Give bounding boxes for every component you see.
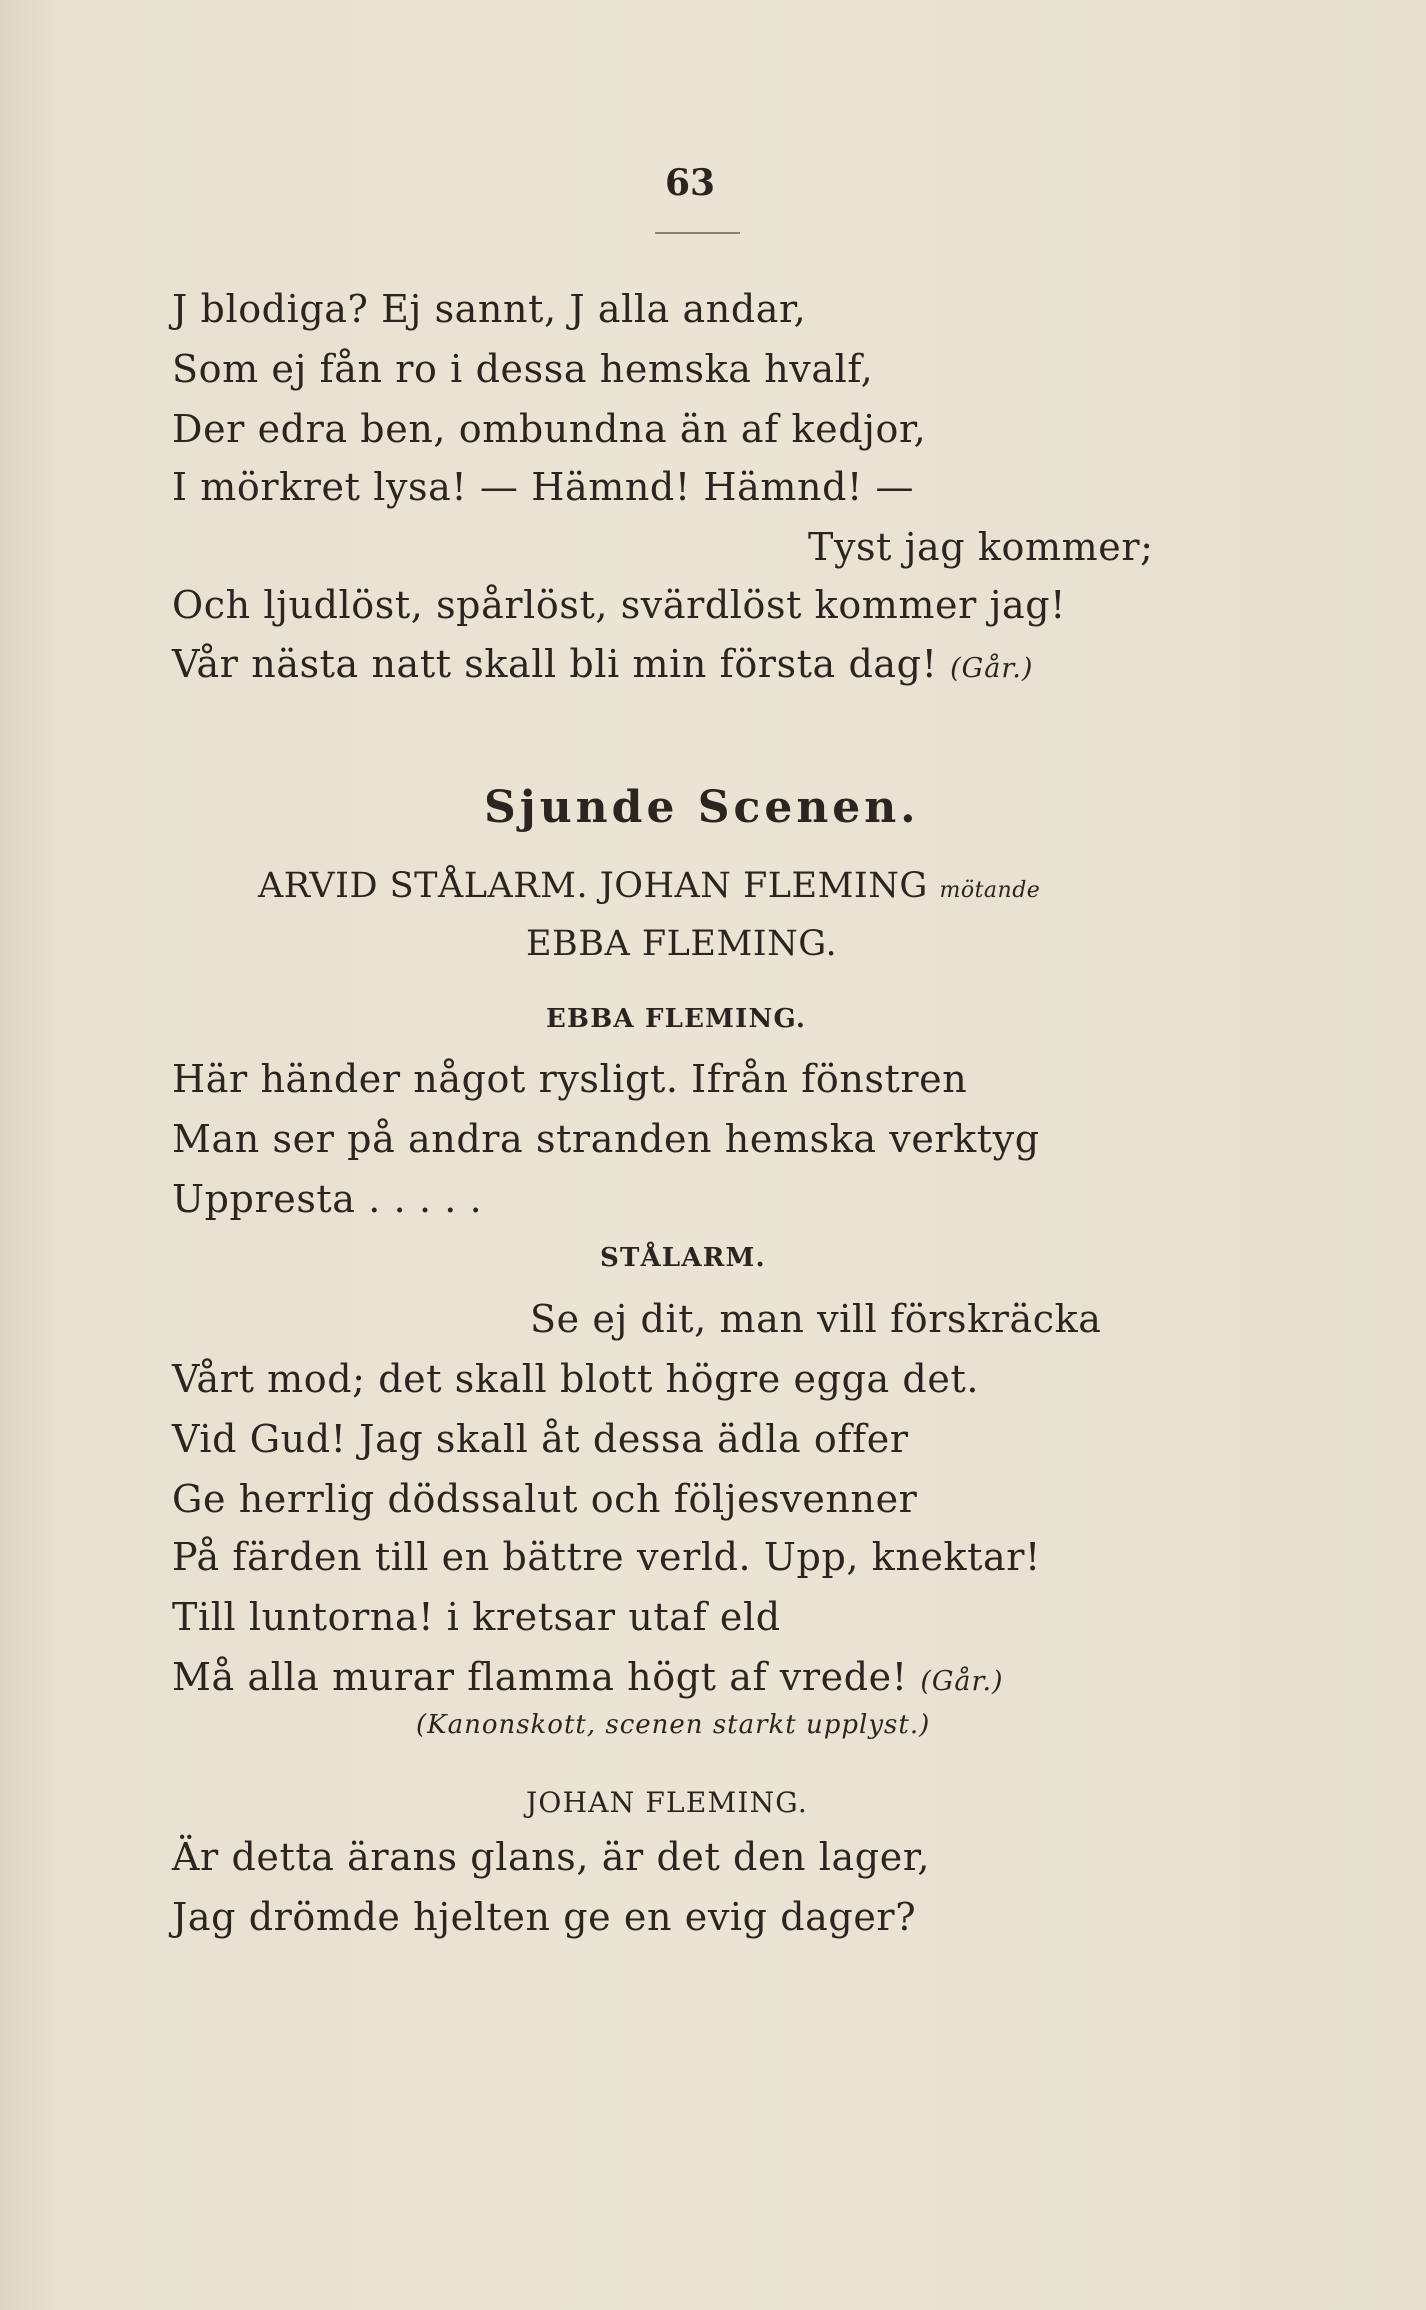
stage-direction: (Kanonskott, scenen starkt upplyst.)	[416, 1710, 931, 1740]
verse-line: Ge herrlig dödssalut och följesvenner	[172, 1477, 918, 1521]
verse-line: I mörkret lysa! — Hämnd! Hämnd! —	[172, 465, 915, 509]
verse-line: Vid Gud! Jag skall åt dessa ädla offer	[172, 1417, 909, 1461]
verse-text: Vår nästa natt skall bli min första dag!	[172, 642, 938, 686]
verse-line	[172, 642, 1034, 686]
verse-line: Och ljudlöst, spårlöst, svärdlöst kommer jag!	[172, 583, 1067, 627]
verse-line: Jag drömde hjelten ge en evig dager?	[172, 1895, 917, 1939]
verse-line: Tyst jag kommer;	[808, 525, 1154, 569]
verse-line: Här händer något rysligt. Ifrån fönstren	[172, 1057, 968, 1101]
verse-text: Må alla murar flamma högt af vrede!	[172, 1655, 908, 1699]
page-number: 63	[664, 162, 716, 204]
speaker-name: STÅLARM.	[600, 1243, 766, 1273]
verse-line: Der edra ben, ombundna än af kedjor,	[172, 407, 927, 451]
verse-line: Vårt mod; det skall blott högre egga det.	[172, 1357, 979, 1401]
stage-direction-exit: (Går.)	[950, 653, 1034, 684]
cast-list	[258, 866, 1040, 906]
verse-line: Man ser på andra stranden hemska verktyg	[172, 1117, 1040, 1161]
stage-direction-exit: (Går.)	[920, 1666, 1004, 1697]
verse-line: Är detta ärans glans, är det den lager,	[172, 1835, 931, 1879]
header-rule	[655, 232, 740, 234]
verse-line: Till luntorna! i kretsar utaf eld	[172, 1595, 781, 1639]
cast-names: ARVID STÅLARM. JOHAN FLEMING	[258, 866, 928, 906]
verse-line: Uppresta . . . . .	[172, 1177, 483, 1221]
verse-line: Som ej fån ro i dessa hemska hvalf,	[172, 347, 874, 391]
verse-line: Se ej dit, man vill förskräcka	[530, 1297, 1102, 1341]
speaker-name: JOHAN FLEMING.	[526, 1786, 808, 1819]
cast-list-second: EBBA FLEMING.	[526, 924, 838, 964]
speaker-name: EBBA FLEMING.	[546, 1004, 807, 1034]
cast-note: mötande	[939, 878, 1041, 903]
verse-line: J blodiga? Ej sannt, J alla andar,	[172, 287, 807, 331]
scene-heading: Sjunde Scenen.	[484, 782, 920, 833]
verse-line	[172, 1655, 1004, 1699]
verse-line: På färden till en bättre verld. Upp, knektar!	[172, 1535, 1041, 1579]
